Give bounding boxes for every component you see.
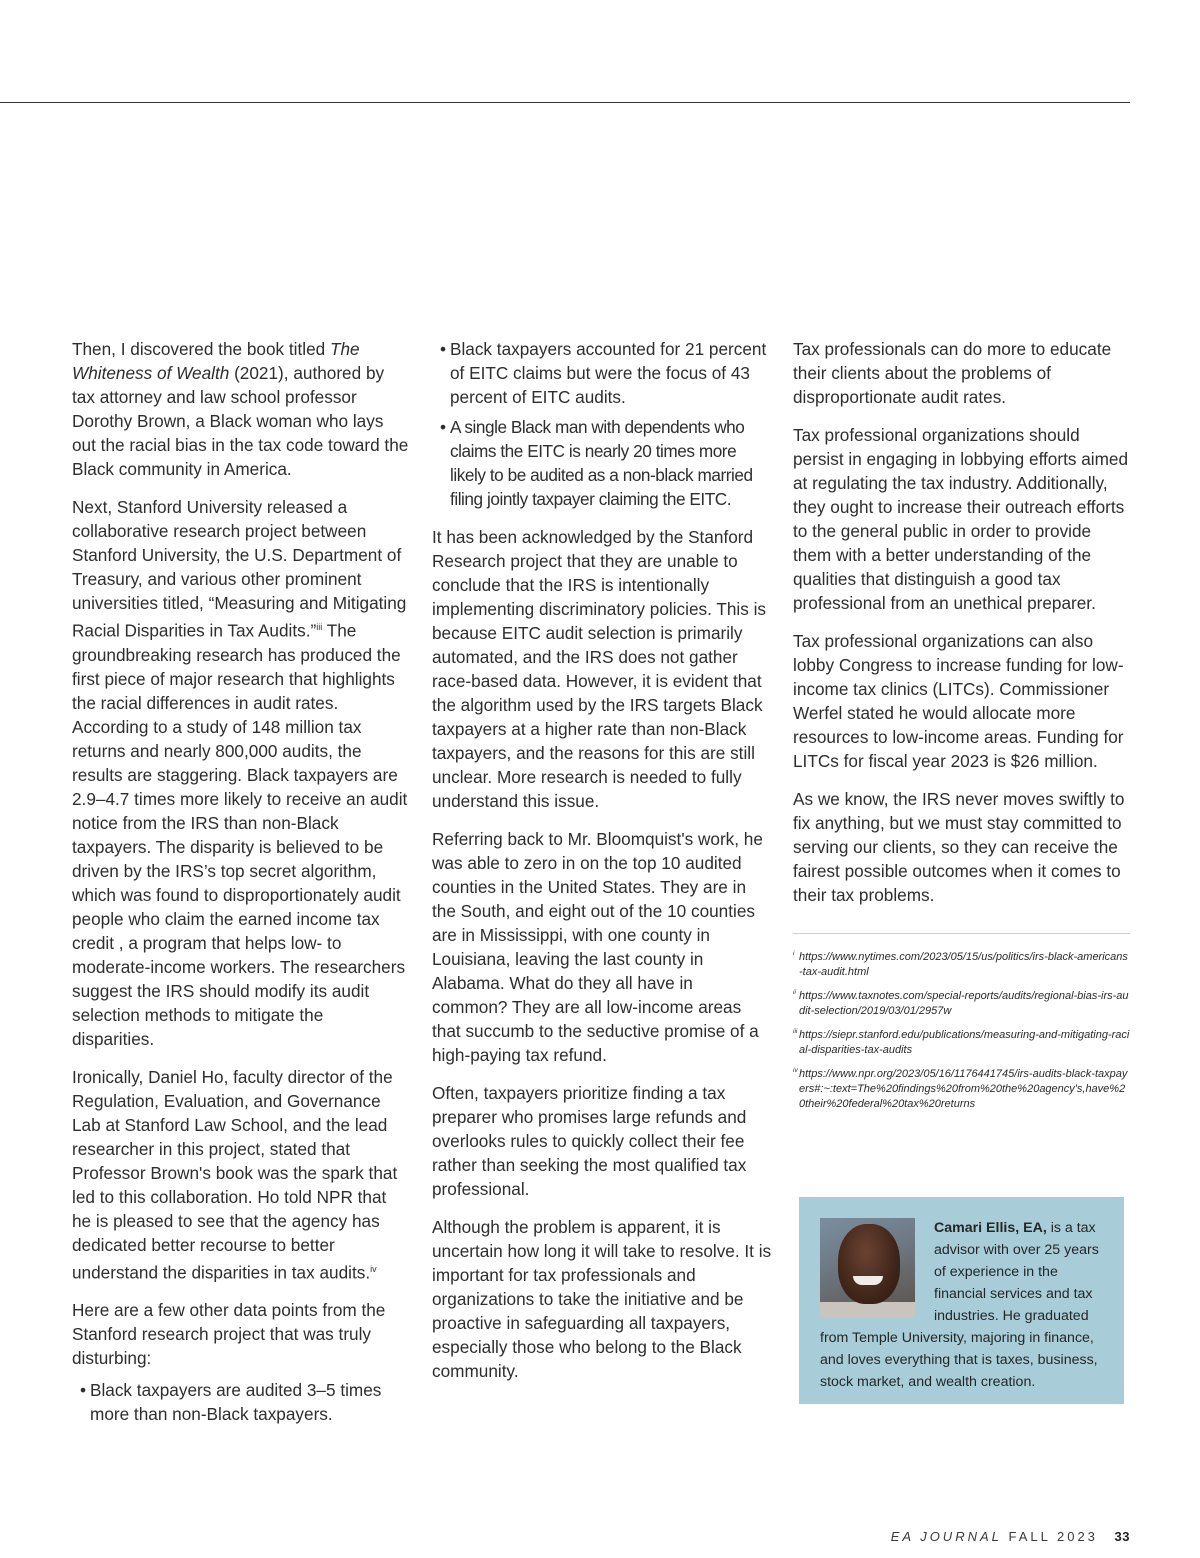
paragraph: It has been acknowledged by the Stanford Research project that they are unable to conclude that the IRS is intentionally implementing discriminatory policies. This is because EITC audit selection is primarily automated, and the IRS does not gather race-based data. However, it is evident that the algorithm used by the IRS targets Black taxpayers at a higher rate than non-Black taxpayers, and the reasons for this are still unclear. More research is needed to fully understand this issue. bbox=[432, 527, 766, 811]
paragraph: Referring back to Mr. Bloomquist's work, he was able to zero in on the top 10 audited counties in the United States. They are in the South, and eight out of the 10 counties are in Mississippi, with one county in Louisiana, leaving the last county in Alabama. What do they all have in common? They are all low-income areas that succumb to the seductive promise of a high-paying tax refund. bbox=[432, 829, 763, 1065]
paragraph: Although the problem is apparent, it is uncertain how long it will take to resolve. It is important for tax professionals and organizations to take the initiative and be proactive in safeguarding all taxpayers, especially those who belong to the Black community. bbox=[432, 1217, 772, 1381]
author-bio-text: is a tax advisor with over 25 years of experience in the financial services and tax industries. He graduated from Temple University, majoring in finance, and loves everything that is taxes, business, stock market, and wealth creation. bbox=[820, 1220, 1099, 1390]
paragraph: Tax professionals can do more to educate their clients about the problems of disproportionate audit rates. bbox=[793, 339, 1112, 407]
footnote: iv https://www.npr.org/2023/05/16/1176441745/irs-audits-black-taxpayers#:~:text=The%20findings%20from%20the%20agency's,have%20their%20federal%20tax%20returns bbox=[793, 1067, 1130, 1112]
author-bio-box bbox=[799, 1197, 1124, 1404]
paragraph: Here are a few other data points from the Stanford research project that was truly disturbing: bbox=[72, 1300, 386, 1369]
paragraph: Tax professional organizations can also lobby Congress to increase funding for low-income tax clinics (LITCs). Commissioner Werfel stated he would allocate more resources to low-income areas. Funding for LITCs for fiscal year 2023 is $26 million. bbox=[793, 631, 1124, 771]
journal-name: EA JOURNAL bbox=[890, 1529, 1002, 1544]
paragraph: As we know, the IRS never moves swiftly to fix anything, but we must stay committed to serving our clients, so they can receive the fairest possible outcomes when it comes to their tax problems. bbox=[793, 789, 1125, 905]
footnote-link[interactable]: https://www.npr.org/2023/05/16/1176441745/irs-audits-black-taxpayers#:~:text=The%20findings%20from%20the%20agency's,have%20their%20federal%20tax%20returns bbox=[799, 1068, 1128, 1110]
paragraph: Next, Stanford University released a collaborative research project between Stanford University, the U.S. Department of Treasury, and various other prominent universities titled, “Measuring and Mitigating Racial Disparities in Tax Audits.”$^{iii}$ The groundbreaking research has produced the first piece of major research that highlights the racial differences in audit rates. According to a study of 148 million tax returns and nearly 800,000 audits, the results are staggering. Black taxpayers are 2.9–4.7 times more likely to receive an audit notice from the IRS than non-Black taxpayers. The disparity is believed to be driven by the IRS’s top secret algorithm, which was found to disproportionately audit people who claim the earned income tax credit , a program that helps low- to moderate-income workers. The researchers suggest the IRS should modify its audit selection methods to mitigate the disparities. bbox=[72, 497, 408, 1049]
footnote-divider bbox=[793, 933, 1130, 934]
footnote-link[interactable]: https://siepr.stanford.edu/publications/measuring-and-mitigating-racial-disparities-tax-audits bbox=[799, 1029, 1130, 1056]
bullet-item: • A single Black man with dependents who claims the EITC is nearly 20 times more likely to be audited as a non-black married filing jointly taxpayer claiming the EITC. bbox=[440, 417, 753, 509]
page-number: 33 bbox=[1114, 1529, 1130, 1544]
paragraph: Ironically, Daniel Ho, faculty director of the Regulation, Evaluation, and Governance Lab at Stanford Law School, and the lead researcher in this project, stated that Professor Brown's book was the spark that led to this collaboration. Ho told NPR that he is pleased to see that the agency has dedicated better recourse to better understand the disparities in tax audits.$^{iv}$ bbox=[72, 1066, 398, 1283]
paragraph: Tax professional organizations should persist in engaging in lobbying efforts aimed at regulating the tax industry. Additionally, they ought to increase their outreach efforts to the general public in order to provide them with a better understanding of the qualities that distinguish a good tax professional from an unethical preparer. bbox=[793, 425, 1129, 613]
footnote-ref: iv bbox=[370, 1263, 377, 1274]
bullet-item: • Black taxpayers accounted for 21 percent of EITC claims but were the focus of 43 percent of EITC audits. bbox=[440, 339, 767, 407]
header-rule bbox=[0, 102, 1130, 103]
footnote: i https://www.nytimes.com/2023/05/15/us/politics/irs-black-americans-tax-audit.html bbox=[793, 950, 1130, 980]
footnote-link[interactable]: https://www.nytimes.com/2023/05/15/us/politics/irs-black-americans-tax-audit.html bbox=[799, 951, 1128, 978]
footnote: ii https://www.taxnotes.com/special-reports/audits/regional-bias-irs-audit-selection/2019/03/01/2957w bbox=[793, 989, 1129, 1017]
bullet-item: • Black taxpayers are audited 3–5 times more than non-Black taxpayers. bbox=[80, 1380, 382, 1425]
article-column-3 bbox=[793, 337, 1130, 1121]
paragraph: Often, taxpayers prioritize finding a tax preparer who promises large refunds and overlooks rules to quickly collect their fee rather than seeking the most qualified tax professional. bbox=[432, 1083, 747, 1199]
footnote-link[interactable]: https://www.taxnotes.com/special-reports/audits/regional-bias-irs-audit-selection/2019/03/01/2957w bbox=[799, 990, 1129, 1017]
article-column-2 bbox=[432, 337, 772, 1397]
footnote: iii https://siepr.stanford.edu/publications/measuring-and-mitigating-racial-disparities-tax-audits bbox=[793, 1028, 1130, 1056]
author-photo bbox=[820, 1218, 915, 1318]
page-footer bbox=[891, 1529, 1130, 1544]
author-name: Camari Ellis, EA, bbox=[934, 1220, 1047, 1236]
issue-label: FALL 2023 bbox=[1008, 1529, 1098, 1544]
book-title: The Whiteness of Wealth bbox=[72, 339, 360, 383]
paragraph: Then, I discovered the book titled The Whiteness of Wealth (2021), authored by tax attorney and law school professor Dorothy Brown, a Black woman who lays out the racial bias in the tax code toward the Black community in America. bbox=[72, 339, 409, 479]
article-column-1 bbox=[72, 337, 410, 1432]
footnote-ref: iii bbox=[316, 622, 323, 632]
